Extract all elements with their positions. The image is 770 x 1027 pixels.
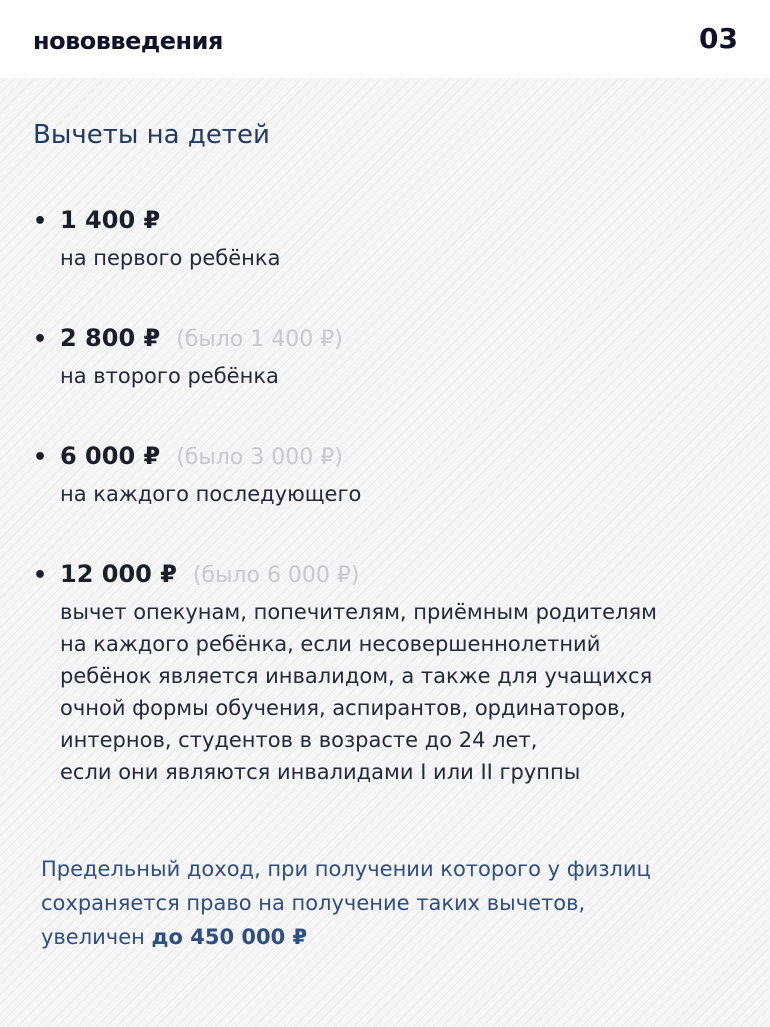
- deduction-item-first-child: [33, 206, 280, 274]
- deduction-item-each-next-child: [33, 442, 361, 510]
- previous-amount: (было 6 000 ₽): [192, 563, 360, 588]
- note-line: [41, 920, 651, 954]
- deduction-amount: 2 800 ₽: [60, 324, 161, 352]
- bullet-icon: •: [33, 327, 48, 352]
- note-line: Предельный доход, при получении которого у физлиц: [41, 857, 651, 881]
- page-number: 03: [699, 22, 738, 55]
- section-title: Вычеты на детей: [33, 120, 270, 150]
- income-limit-note: [41, 852, 651, 954]
- deduction-item-second-child: [33, 324, 343, 392]
- bullet-icon: •: [33, 209, 48, 234]
- page-header: [0, 0, 770, 78]
- deduction-amount: 12 000 ₽: [60, 560, 177, 588]
- income-limit-value: до 450 000 ₽: [151, 925, 308, 949]
- bullet-icon: •: [33, 563, 48, 588]
- deduction-item-disabled-child: [33, 560, 657, 788]
- bullet-icon: •: [33, 445, 48, 470]
- brand-title: нововведения: [33, 27, 223, 55]
- deduction-amount: 1 400 ₽: [60, 206, 161, 234]
- deduction-description: на второго ребёнка: [60, 364, 279, 388]
- deduction-description: вычет опекунам, попечителям, приёмным родителям на каждого ребёнка, если несовершеннолетний ребёнок является инвалидом, а также для учащихся очной формы обучения, аспирантов, ординаторов, интернов, студентов в возрасте до 24 лет, если они являются инвалидами I или II группы: [60, 600, 657, 784]
- previous-amount: (было 1 400 ₽): [176, 327, 343, 352]
- previous-amount: (было 3 000 ₽): [176, 445, 343, 470]
- deduction-description: на каждого последующего: [60, 482, 362, 506]
- note-line: сохраняется право на получение таких вычетов,: [41, 891, 586, 915]
- deduction-description: на первого ребёнка: [60, 246, 281, 270]
- note-prefix: увеличен: [41, 925, 152, 949]
- deduction-amount: 6 000 ₽: [60, 442, 161, 470]
